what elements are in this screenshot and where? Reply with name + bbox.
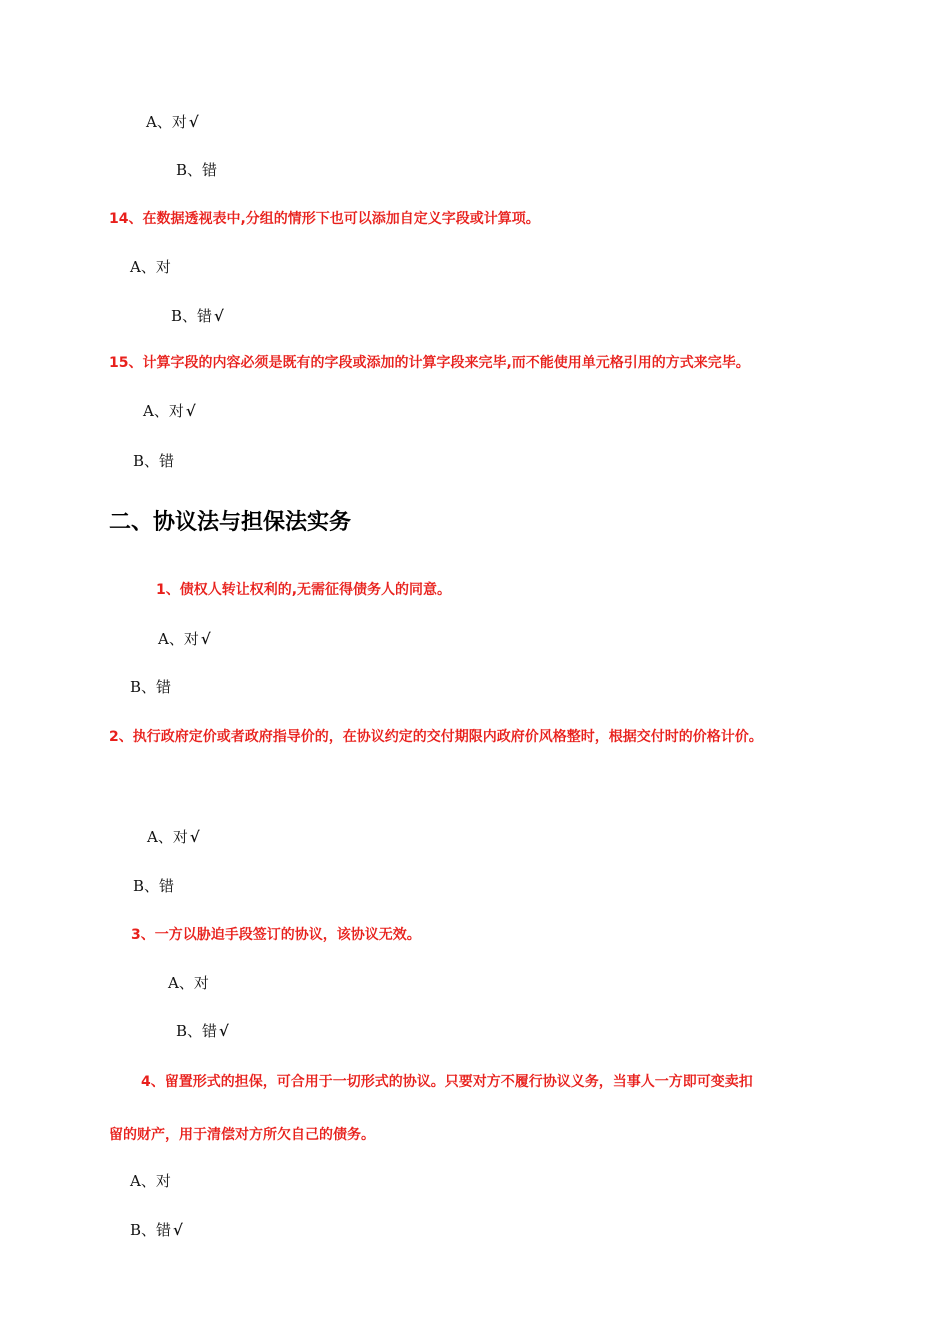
option-label: A、对 (143, 402, 184, 420)
correct-check-mark: √ (188, 113, 199, 131)
correct-check-mark: √ (214, 307, 224, 325)
option-label: A、对 (168, 974, 209, 992)
option-b (130, 1220, 183, 1240)
section-heading: 二、协议法与担保法实务 (109, 510, 352, 535)
option-label: A、对 (146, 113, 187, 131)
option-label: B、错 (130, 678, 172, 696)
question-4-continued: 留的财产，用于清偿对方所欠自己的债务。 (109, 1127, 375, 1143)
correct-check-mark: √ (173, 1221, 183, 1239)
option-label: B、错 (171, 307, 213, 325)
correct-check-mark: √ (189, 828, 200, 846)
option-b (176, 160, 219, 180)
option-label: B、错 (176, 161, 218, 179)
question-14: 14、在数据透视表中,分组的情形下也可以添加自定义字段或计算项。 (109, 211, 540, 227)
option-label: B、错 (133, 877, 175, 895)
question-4: 4、留置形式的担保，可合用于一切形式的协议。只要对方不履行协议义务，当事人一方即可变卖扣 (141, 1074, 753, 1090)
option-b (133, 451, 176, 471)
option-label: B、错 (176, 1022, 218, 1040)
option-b (133, 876, 176, 896)
option-b (176, 1021, 229, 1041)
option-label: B、错 (130, 1221, 172, 1239)
option-a (130, 257, 173, 277)
option-a (146, 112, 199, 132)
correct-check-mark: √ (219, 1022, 229, 1040)
option-a (143, 401, 196, 421)
question-15: 15、计算字段的内容必须是既有的字段或添加的计算字段来完毕,而不能使用单元格引用的方式来完毕。 (109, 355, 750, 371)
option-a (130, 1171, 173, 1191)
question-2: 2、执行政府定价或者政府指导价的，在协议约定的交付期限内政府价风格整时，根据交付时的价格计价。 (109, 729, 763, 745)
question-3: 3、一方以胁迫手段签订的协议，该协议无效。 (131, 927, 421, 943)
option-label: A、对 (130, 1172, 171, 1190)
correct-check-mark: √ (185, 402, 196, 420)
option-b (130, 677, 173, 697)
option-label: A、对 (130, 258, 171, 276)
option-label: A、对 (158, 630, 199, 648)
option-a (158, 629, 211, 649)
option-label: B、错 (133, 452, 175, 470)
option-label: A、对 (147, 828, 188, 846)
option-b (171, 306, 224, 326)
option-a (147, 827, 200, 847)
question-1: 1、债权人转让权利的,无需征得债务人的同意。 (156, 582, 452, 598)
correct-check-mark: √ (200, 630, 211, 648)
option-a (168, 973, 211, 993)
